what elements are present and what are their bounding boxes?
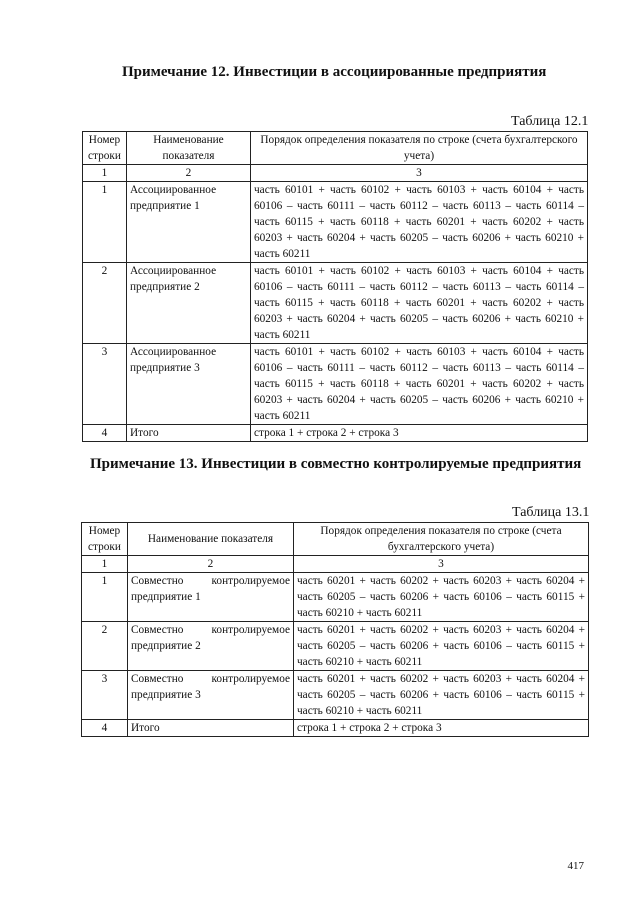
table-13-1 bbox=[81, 522, 589, 737]
table-row bbox=[82, 622, 589, 671]
col-number: 2 bbox=[128, 556, 294, 573]
header-indicator-name: Наименование показателя bbox=[127, 132, 251, 165]
row-number: 1 bbox=[83, 182, 127, 263]
row-formula: часть 60201 + часть 60202 + часть 60203 + часть 60204 + часть 60205 – часть 60206 + часть 60106 – часть 60115 + часть 60210 + часть 60211 bbox=[294, 573, 589, 622]
table-column-numbers-row bbox=[82, 556, 589, 573]
table-column-numbers-row bbox=[83, 165, 588, 182]
row-formula: часть 60101 + часть 60102 + часть 60103 + часть 60104 + часть 60106 – часть 60111 – часть 60112 – часть 60113 – часть 60114 – часть 60115 + часть 60118 + часть 60201 + часть 60202 + часть 60203 + часть 60204 + часть 60205 – часть 60206 + часть 60210 + часть 60211 bbox=[251, 263, 588, 344]
table-row bbox=[82, 671, 589, 720]
row-name: Совместно контролируемое предприятие 1 bbox=[128, 573, 294, 622]
table-12-1-caption: Таблица 12.1 bbox=[511, 114, 589, 129]
row-formula: часть 60201 + часть 60202 + часть 60203 + часть 60204 + часть 60205 – часть 60206 + часть 60106 – часть 60115 + часть 60210 + часть 60211 bbox=[294, 671, 589, 720]
row-number: 3 bbox=[83, 344, 127, 425]
col-number: 3 bbox=[294, 556, 589, 573]
table-row-total bbox=[83, 425, 588, 442]
page-number: 417 bbox=[567, 860, 584, 872]
row-number: 2 bbox=[83, 263, 127, 344]
row-name: Совместно контролируемое предприятие 3 bbox=[128, 671, 294, 720]
row-name: Ассоциированное предприятие 2 bbox=[127, 263, 251, 344]
table-header-row bbox=[83, 132, 588, 165]
row-name: Ассоциированное предприятие 1 bbox=[127, 182, 251, 263]
col-number: 3 bbox=[251, 165, 588, 182]
row-name: Итого bbox=[127, 425, 251, 442]
note-12-heading: Примечание 12. Инвестиции в ассоциированные предприятия bbox=[122, 64, 547, 80]
row-number: 2 bbox=[82, 622, 128, 671]
row-name: Ассоциированное предприятие 3 bbox=[127, 344, 251, 425]
note-13-heading: Примечание 13. Инвестиции в совместно контролируемые предприятия bbox=[90, 456, 582, 472]
header-row-number: Номер строки bbox=[82, 523, 128, 556]
table-row bbox=[83, 263, 588, 344]
col-number: 2 bbox=[127, 165, 251, 182]
col-number: 1 bbox=[83, 165, 127, 182]
header-row-number: Номер строки bbox=[83, 132, 127, 165]
row-name: Совместно контролируемое предприятие 2 bbox=[128, 622, 294, 671]
table-12-1 bbox=[82, 131, 588, 442]
table-header-row bbox=[82, 523, 589, 556]
row-number: 4 bbox=[83, 425, 127, 442]
row-formula: часть 60201 + часть 60202 + часть 60203 + часть 60204 + часть 60205 – часть 60206 + часть 60106 – часть 60115 + часть 60210 + часть 60211 bbox=[294, 622, 589, 671]
row-formula: часть 60101 + часть 60102 + часть 60103 + часть 60104 + часть 60106 – часть 60111 – часть 60112 – часть 60113 – часть 60114 – часть 60115 + часть 60118 + часть 60201 + часть 60202 + часть 60203 + часть 60204 + часть 60205 – часть 60206 + часть 60210 + часть 60211 bbox=[251, 182, 588, 263]
row-name: Итого bbox=[128, 720, 294, 737]
row-number: 4 bbox=[82, 720, 128, 737]
row-formula: часть 60101 + часть 60102 + часть 60103 + часть 60104 + часть 60106 – часть 60111 – часть 60112 – часть 60113 – часть 60114 – часть 60115 + часть 60118 + часть 60201 + часть 60202 + часть 60203 + часть 60204 + часть 60205 – часть 60206 + часть 60210 + часть 60211 bbox=[251, 344, 588, 425]
header-indicator-name: Наименование показателя bbox=[128, 523, 294, 556]
table-row bbox=[83, 344, 588, 425]
table-row-total bbox=[82, 720, 589, 737]
table-row bbox=[83, 182, 588, 263]
row-formula: строка 1 + строка 2 + строка 3 bbox=[251, 425, 588, 442]
row-formula: строка 1 + строка 2 + строка 3 bbox=[294, 720, 589, 737]
col-number: 1 bbox=[82, 556, 128, 573]
row-number: 3 bbox=[82, 671, 128, 720]
table-row bbox=[82, 573, 589, 622]
row-number: 1 bbox=[82, 573, 128, 622]
header-formula: Порядок определения показателя по строке (счета бухгалтерского учета) bbox=[251, 132, 588, 165]
header-formula: Порядок определения показателя по строке (счета бухгалтерского учета) bbox=[294, 523, 589, 556]
table-13-1-caption: Таблица 13.1 bbox=[512, 505, 590, 520]
